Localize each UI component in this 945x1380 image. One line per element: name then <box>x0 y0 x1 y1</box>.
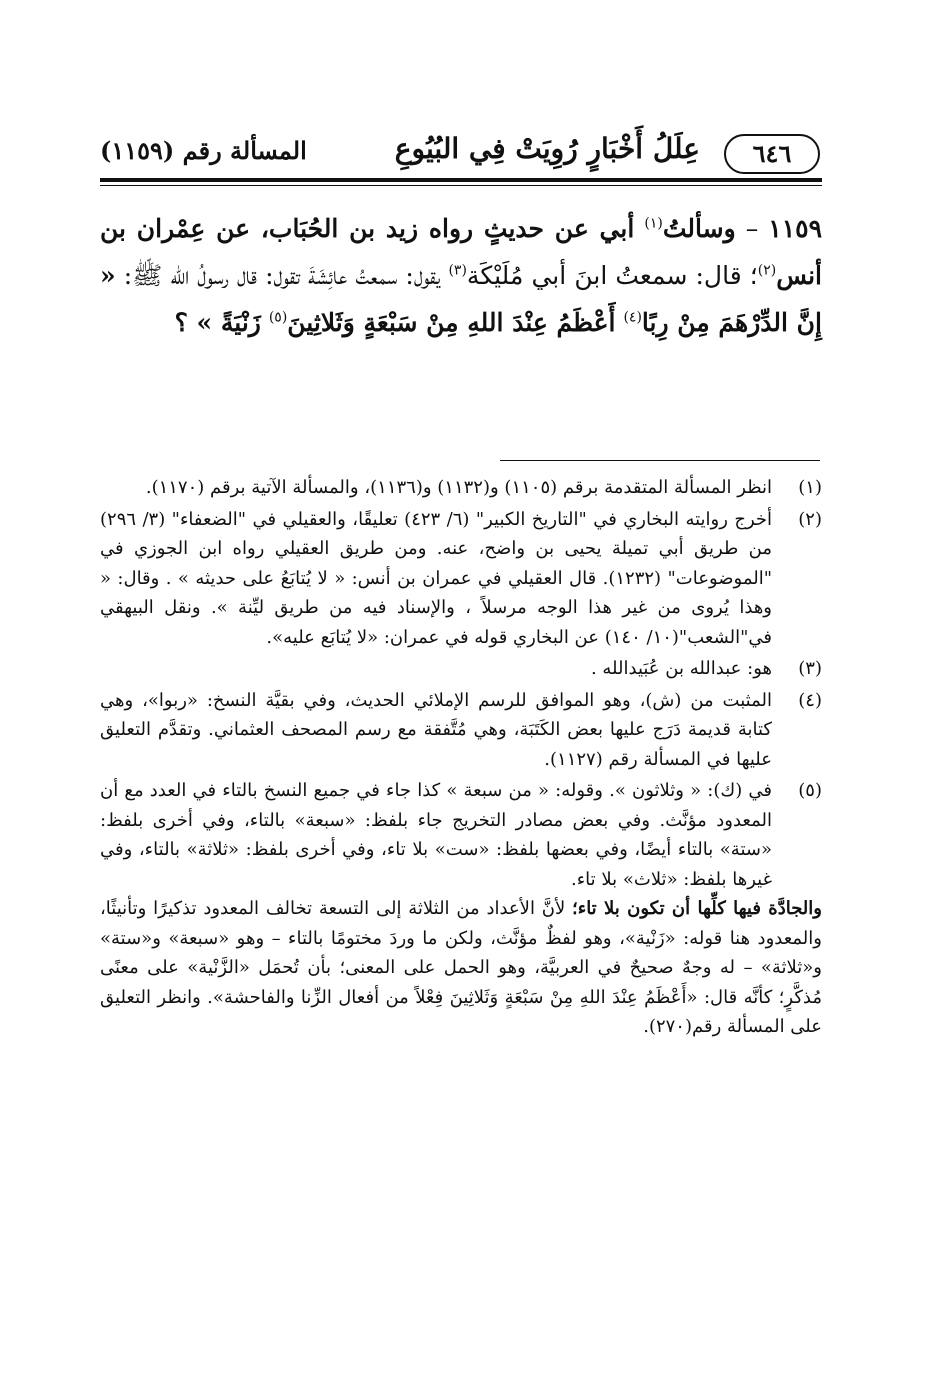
header-rule-thin <box>100 185 822 186</box>
footnote-mark: (١) <box>798 477 822 498</box>
main-text <box>100 205 822 346</box>
main-text-part-2: ؛ قال: سمعتُ ابنَ أبي مُلَيْكَة <box>466 261 758 290</box>
footnote-ref-5: (٥) <box>268 309 288 326</box>
footnote-3 <box>100 654 822 684</box>
footnote-text: المثبت من (ش)، وهو الموافق للرسم الإملائي الحديث، وفي بقيَّة النسخ: «ربوا»، وهي كتابة قديمة دَرَج عليها بعض الكَتَبَة، وهي مُتَّفقة مع رسم المصحف العثماني. وتقدَّم التعليق عليها في المسألة رقم (١١٢٧). <box>100 689 773 770</box>
footnote-ref-3: (٣) <box>448 262 467 279</box>
footnote-continuation-lead: والجادَّة فيها كلِّها أن تكون بلا تاء؛ <box>572 898 822 919</box>
dash: – <box>745 214 759 243</box>
footnote-separator <box>500 460 820 461</box>
question-number: ١١٥٩ <box>768 214 822 243</box>
footnote-ref-4: (٤) <box>623 309 642 326</box>
hadith-text-b: أَعْظَمُ عِنْدَ اللهِ مِنْ سَبْعَةٍ وَثَلاثِينَ <box>287 308 616 337</box>
footnote-4 <box>100 686 822 775</box>
main-text-part-3: يقول: سمعتُ عائِشَةَ تقول: قال رسولُ الله ﷺ: <box>123 261 441 290</box>
footnote-ref-2: (٢) <box>757 262 777 279</box>
footnote-5-continuation <box>100 894 822 1042</box>
footnote-mark: (٣) <box>798 658 822 679</box>
footnote-5 <box>100 776 822 894</box>
footnote-continuation-text: لأنَّ الأعداد من الثلاثة إلى التسعة تخالف المعدود تذكيرًا وتأنيثًا، والمعدود هنا قوله: «زَنْية»، وهو لفظٌ مؤنَّث، ولكن ما وردَ مختومًا بالتاء – وهو «سبعة» و«ستة» و«ثلاثة» – له وجهٌ صحيحٌ في العربيَّة، وهو الحمل على المعنى؛ بأن تُحمَل «الزَّنْية» على معنًى مُذكَّرٍ؛ كأنَّه قال: «أَعْظَمُ عِنْدَ اللهِ مِنْ سَبْعَةٍ وَثَلاثِينَ فِعْلاً من أفعال الزِّنا والفاحشة». وانظر التعليق على المسألة رقم(٢٧٠). <box>100 898 822 1037</box>
running-title: عِلَلُ أَخْبَارٍ رُوِيَتْ فِي البُيُوعِ <box>394 132 700 165</box>
footnote-text: أخرج روايته البخاري في "التاريخ الكبير" (٦/ ٤٢٣) تعليقًا، والعقيلي في "الضعفاء" (٣/ ٢٩٦) من طريق أبي تميلة يحيى بن واضح، عنه. ومن طريق العقيلي رواه ابن الجوزي في "الموضوعات" (١٢٣٢). قال العقيلي في عمران بن أنس: « لا يُتابَعُ على حديثه » . وقال: « وهذا يُروى من غير هذا الوجه مرسلاً ، والإسناد فيه من طريق ليِّنة ». ونقل البيهقي في"الشعب"(١٠/ ١٤٠) عن البخاري قوله في عمران: «لا يُتابَع عليه». <box>100 508 773 648</box>
footnote-ref-1: (١) <box>644 215 663 232</box>
footnotes <box>100 473 822 1042</box>
question-word: وسألتُ <box>662 214 736 243</box>
page-header <box>100 130 820 176</box>
issue-number: المسألة رقم (١١٥٩) <box>100 136 307 165</box>
footnote-mark: (٥) <box>798 780 822 801</box>
hadith-text-c: زَنْيَةً » ؟ <box>174 308 261 337</box>
footnote-1 <box>100 473 822 503</box>
footnote-mark: (٢) <box>798 508 822 530</box>
header-rule-thick <box>100 178 822 182</box>
hadith-text-a: « إِنَّ الدِّرْهَمَ مِنْ رِبًا <box>100 261 822 337</box>
footnote-mark: (٤) <box>798 689 822 711</box>
footnote-text: هو: عبدالله بن عُبَيدالله . <box>590 658 772 679</box>
footnote-text: في (ك): « وثلاثون ». وقوله: « من سبعة » كذا جاء في جميع النسخ بالتاء في العدد مع أن المعدود مؤنَّث. وفي بعض مصادر التخريج جاء بلفظ: «سبعة» بالتاء، وفي أخرى بلفظ: «ستة» بالتاء أيضًا، وفي بعضها بلفظ: «ست» بلا تاء، وفي أخرى بلفظ: «ثلاثة» بالتاء، وفي غيرها بلفظ: «ثلاث» بلا تاء. <box>100 780 772 890</box>
page-number: ٦٤٦ <box>724 134 820 174</box>
footnote-2 <box>100 505 822 653</box>
main-text-part-1: أبي عن حديثٍ رواه زيد بن الحُبَاب، عن عِمْران بن أنس <box>100 214 822 290</box>
footnote-text: انظر المسألة المتقدمة برقم (١١٠٥) و(١١٣٢) و(١١٣٦)، والمسألة الآتية برقم (١١٧٠). <box>145 477 772 498</box>
